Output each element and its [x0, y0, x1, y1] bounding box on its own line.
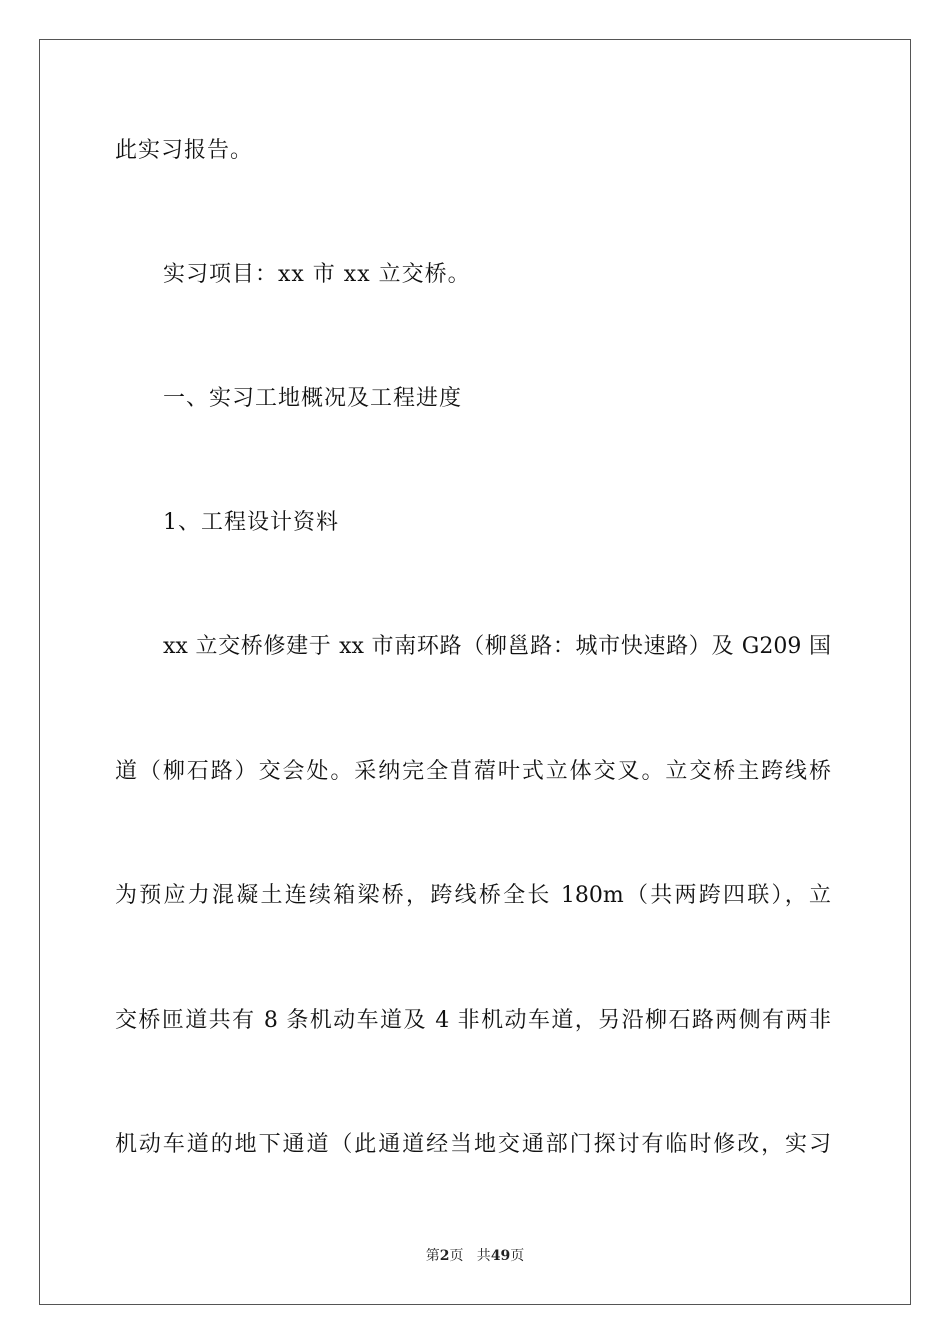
text-line-1: 此实习报告。 — [115, 138, 254, 163]
paragraph-line-2: 道（柳石路）交会处。采纳完全苜蓿叶式立体交叉。立交桥主跨线桥 — [115, 759, 831, 784]
footer-middle: 页 共 — [449, 1248, 491, 1264]
paragraph-line-3: 为预应力混凝土连续箱梁桥，跨线桥全长 180m（共两跨四联），立 — [115, 883, 831, 908]
paragraph-line-4: 交桥匝道共有 8 条机动车道及 4 非机动车道，另沿柳石路两侧有两非 — [115, 1008, 831, 1033]
footer-suffix: 页 — [510, 1248, 525, 1264]
text-line-2: 实习项目：xx 市 xx 立交桥。 — [163, 262, 471, 287]
page-border — [39, 39, 911, 1305]
footer-total-pages: 49 — [490, 1248, 511, 1264]
footer-prefix: 第 — [425, 1248, 440, 1264]
subsection-heading: 1、工程设计资料 — [163, 510, 339, 535]
page-footer — [0, 1247, 950, 1265]
paragraph-line-5: 机动车道的地下通道（此通道经当地交通部门探讨有临时修改，实习 — [115, 1132, 831, 1157]
paragraph-line-1: xx 立交桥修建于 xx 市南环路（柳邕路：城市快速路）及 G209 国 — [163, 634, 831, 659]
section-heading: 一、实习工地概况及工程进度 — [163, 386, 463, 411]
footer-page-number: 2 — [439, 1248, 450, 1264]
